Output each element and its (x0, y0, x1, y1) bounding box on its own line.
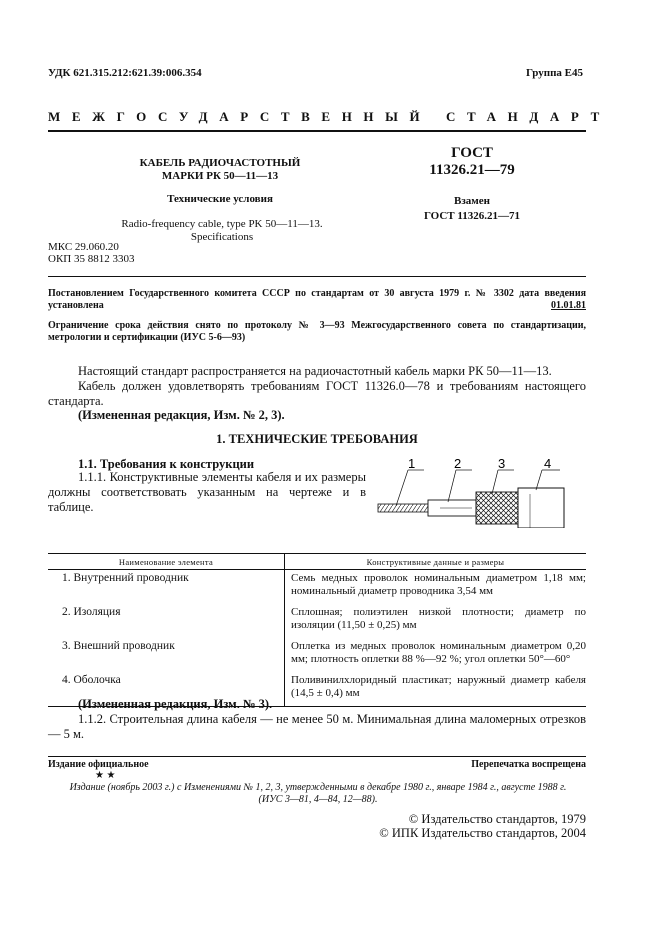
table-row (48, 604, 586, 638)
subtitle: Технические условия (167, 193, 273, 205)
decree-text: Постановлением Государственного комитета СССР по стандартам от 30 августа 1979 г. № 3302 дата введения установлена (48, 288, 586, 311)
table-row (48, 570, 586, 605)
stars: ★ ★ (95, 770, 116, 781)
section-heading: 1. ТЕХНИЧЕСКИЕ ТРЕБОВАНИЯ (216, 432, 418, 446)
group-code: Группа Е45 (525, 67, 583, 79)
subsection-heading: 1.1. Требования к конструкции (78, 457, 255, 471)
copyright-2004: © ИПК Издательство стандартов, 2004 (379, 826, 586, 840)
drawing-label-4: 4 (544, 458, 552, 471)
intro-paragraph-1: Настоящий стандарт распространяется на радиочастотный кабель марки РК 50—11—13. (78, 364, 552, 378)
reprint-prohibited: Перепечатка воспрещена (471, 759, 586, 770)
table-row (48, 638, 586, 672)
paragraph-1-1-1: 1.1.1. Конструктивные элементы кабеля и их размеры должны соответствовать указанным на чертеже и в таблице. (48, 470, 366, 514)
udk-code: УДК 621.315.212:621.39:006.354 (48, 67, 202, 79)
replaces-label: Взамен (454, 195, 490, 207)
edition-note: Издание (ноябрь 2003 г.) с Изменениями № 1, 2, 3, утвержденными в декабре 1980 г., январе 1984 г., августе 1988 г. (ИУС 3—81, 4—84, 12—88). (69, 782, 567, 805)
outer-braid (476, 492, 518, 524)
insulation (428, 500, 476, 516)
construction-table (48, 553, 586, 707)
table-cell-value: Сплошная; полиэтилен низкой плотности; диаметр по изоляции (11,50 ± 0,25) мм (291, 606, 586, 631)
title-line-2: МАРКИ РК 50—11—13 (161, 170, 279, 182)
okp-code: ОКП 35 8812 3303 (48, 253, 135, 265)
footer-rule (48, 756, 586, 757)
decree-date: 01.01.81 (551, 300, 586, 311)
mks-code: МКС 29.060.20 (48, 241, 119, 253)
limitation-text: Ограничение срока действия снято по протоколу № 3—93 Межгосударственного совета по стандартизации, метрологии и сертификации (ИУС 5-6—93) (48, 320, 586, 343)
intro-revision: (Измененная редакция, Изм. № 2, 3). (78, 408, 285, 422)
gost-label: ГОСТ (451, 145, 493, 161)
title-line-1: КАБЕЛЬ РАДИОЧАСТОТНЫЙ (139, 157, 301, 169)
replaces-standard: ГОСТ 11326.21—71 (423, 210, 521, 222)
gost-number: 11326.21—79 (429, 162, 515, 178)
column-header-element: Наименование элемента (48, 554, 285, 570)
table-cell-value: Семь медных проволок номинальным диаметром 1,18 мм; номинальный диаметр проводника 3,54 мм (291, 572, 586, 597)
drawing-label-3: 3 (498, 458, 506, 471)
table-cell-value: Оплетка из медных проволок номинальным диаметром 0,20 мм; плотность оплетки 88 %—92 %; угол оплетки 50°—60° (291, 640, 586, 665)
table-revision: (Измененная редакция, Изм. № 3). (78, 697, 273, 711)
drawing-label-1: 1 (408, 458, 416, 471)
banner-rule (48, 130, 586, 132)
sheath (518, 488, 564, 528)
english-title-1: Radio-frequency cable, type PK 50—11—13. (121, 218, 323, 230)
cable-drawing (376, 458, 586, 528)
table-cell-name: 4. Оболочка (48, 672, 285, 707)
copyright-1979: © Издательство стандартов, 1979 (408, 812, 586, 826)
table-cell-value: Поливинилхлоридный пластикат; наружный диаметр кабеля (14,5 ± 0,4) мм (285, 672, 587, 707)
column-header-data: Конструктивные данные и размеры (366, 557, 505, 567)
intro-paragraph-2: Кабель должен удовлетворять требованиям ГОСТ 11326.0—78 и требованиям настоящего стандарта. (48, 379, 586, 408)
drawing-label-2: 2 (454, 458, 462, 471)
table-cell-name: 3. Внешний проводник (48, 638, 285, 672)
table-cell-name: 1. Внутренний проводник (48, 570, 285, 605)
english-title-2: Specifications (190, 231, 254, 243)
inner-conductor (378, 504, 428, 512)
paragraph-1-1-2: 1.1.2. Строительная длина кабеля — не менее 50 м. Минимальная длина маломерных отрезков — 5 м. (48, 712, 586, 741)
table-header-row (48, 554, 586, 570)
official-edition: Издание официальное (48, 759, 149, 770)
decree-rule (48, 276, 586, 277)
table-cell-name: 2. Изоляция (48, 604, 285, 638)
standard-banner: МЕЖГОСУДАРСТВЕННЫЙ СТАНДАРТ (48, 109, 611, 124)
